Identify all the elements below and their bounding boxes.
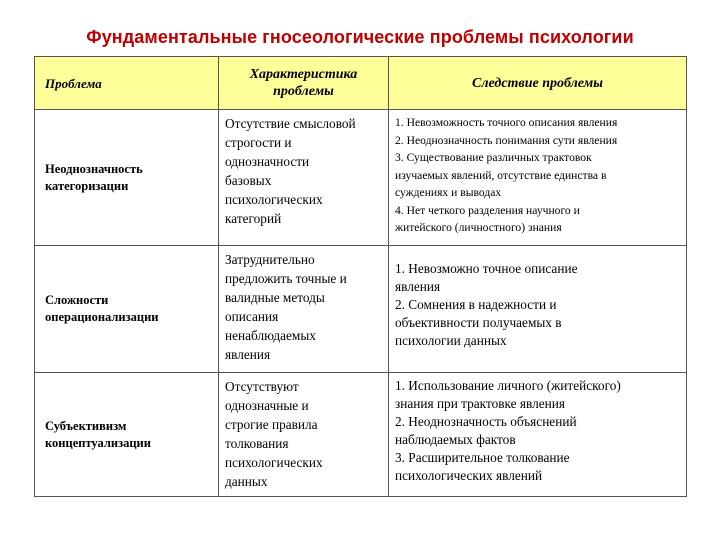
consequence-line: психологии данных: [395, 333, 507, 348]
consequence-line: 2. Сомнения в надежности и: [395, 297, 557, 312]
header-characteristic: [219, 57, 389, 110]
characteristic-cell: [219, 373, 389, 497]
characteristic-line: однозначные и: [225, 398, 309, 413]
consequence-line: 2. Неоднозначность объяснений: [395, 414, 577, 429]
problem-cell: [35, 246, 219, 373]
characteristic-line: психологических: [225, 455, 323, 470]
consequence-line: 1. Использование личного (житейского): [395, 378, 621, 393]
header-characteristic-line: Характеристика: [249, 67, 358, 82]
characteristic-line: Затруднительно: [225, 252, 315, 267]
characteristic-line: строгости и: [225, 135, 292, 150]
table-header-row: [35, 57, 687, 110]
characteristic-line: базовых: [225, 173, 272, 188]
problem-line: концептуализации: [45, 435, 151, 450]
characteristic-cell: [219, 246, 389, 373]
consequence-line: суждениях и выводах: [395, 186, 502, 199]
consequence-line: психологических явлений: [395, 468, 543, 483]
header-problem: Проблема: [35, 57, 219, 110]
consequence-line: 1. Невозможность точного описания явления: [395, 116, 618, 129]
characteristic-line: толкования: [225, 436, 289, 451]
consequence-line: 3. Существование различных трактовок: [395, 151, 592, 164]
consequence-line: явления: [395, 279, 441, 294]
characteristic-line: описания: [225, 309, 279, 324]
header-characteristic-line: проблемы: [273, 84, 334, 99]
problem-line: Сложности: [45, 293, 109, 307]
problem-line: категоризации: [45, 178, 129, 193]
consequence-line: 1. Невозможно точное описание: [395, 261, 578, 276]
table-row: [35, 246, 687, 373]
problem-cell: [35, 373, 219, 497]
characteristic-line: явления: [225, 347, 271, 362]
characteristic-line: однозначности: [225, 154, 310, 169]
consequence-line: знания при трактовке явления: [395, 396, 565, 411]
consequence-line: наблюдаемых фактов: [395, 432, 516, 447]
consequence-cell: [389, 373, 687, 497]
characteristic-line: предложить точные и: [225, 271, 347, 286]
characteristic-line: Отсутствуют: [225, 379, 299, 394]
characteristic-line: валидные методы: [225, 290, 325, 305]
problems-table: [34, 56, 687, 497]
characteristic-cell: [219, 110, 389, 246]
consequence-cell: [389, 246, 687, 373]
consequence-cell: [389, 110, 687, 246]
consequence-line: житейского (личностного) знания: [395, 221, 562, 234]
header-consequence: Следствие проблемы: [389, 57, 687, 110]
problem-line: Неоднозначность: [45, 161, 143, 176]
problem-line: Субъективизм: [45, 418, 127, 433]
page-title: Фундаментальные гносеологические проблемы психологии: [86, 27, 634, 47]
problem-cell: [35, 110, 219, 246]
table-row: [35, 373, 687, 497]
characteristic-line: ненаблюдаемых: [225, 328, 316, 343]
consequence-line: 4. Нет четкого разделения научного и: [395, 203, 580, 217]
characteristic-line: психологических: [225, 192, 323, 207]
consequence-line: объективности получаемых в: [395, 315, 562, 330]
consequence-line: 2. Неоднозначность понимания сути явления: [395, 133, 618, 147]
characteristic-line: строгие правила: [225, 417, 318, 432]
characteristic-line: данных: [225, 474, 268, 489]
problem-line: операционализации: [45, 310, 159, 324]
consequence-line: 3. Расширительное толкование: [395, 450, 570, 465]
table-row: [35, 110, 687, 246]
characteristic-line: категорий: [225, 211, 282, 226]
consequence-line: изучаемых явлений, отсутствие единства в: [395, 168, 607, 182]
characteristic-line: Отсутствие смысловой: [225, 116, 356, 131]
